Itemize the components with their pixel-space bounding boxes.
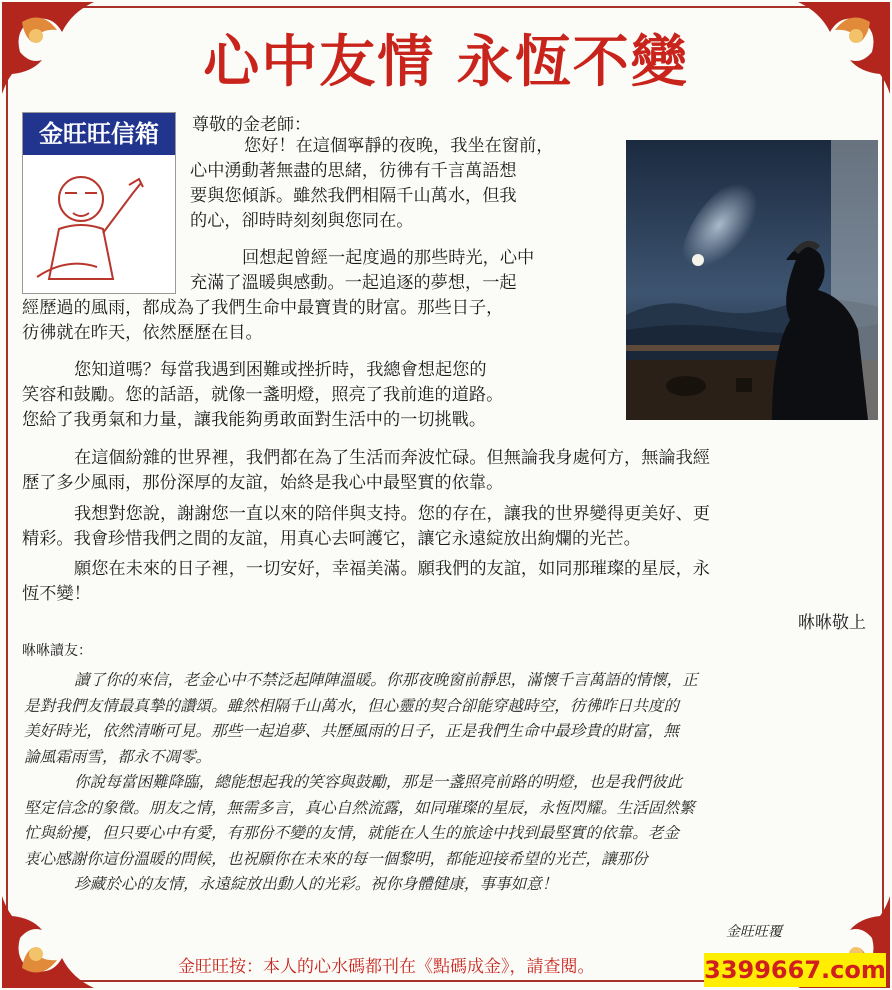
text-line: 回想起曾經一起度過的那些時光，心中 [242,248,535,268]
letter-para2-rest [22,296,622,346]
column-name: 金旺旺信箱 [23,113,175,155]
letter-signature: 咻咻敬上 [798,613,866,633]
text-line: 堅定信念的象徵。朋友之情，無需多言，真心自然流露，如同璀璨的星辰，永恆閃耀。生活固然繁 [24,798,695,817]
text-line: 在這個紛雜的世界裡，我們都在為了生活而奔波忙碌。但無論我身處何方，無論我經 [74,448,710,468]
text-line: 是對我們友情最真摯的讚頌。雖然相隔千山萬水，但心靈的契合卻能穿越時空，彷彿昨日共度的 [24,696,679,715]
text-line: 的心，卻時時刻刻與您同在。 [190,211,414,231]
letter-para6 [22,557,882,607]
night-window-photo [626,140,878,420]
text-line: 您給了我勇氣和力量，讓我能夠勇敢面對生活中的一切挑戰。 [22,410,487,430]
page-title: 心中友情 永恆不變 [203,30,689,95]
letter-para2 [190,246,620,296]
text-line: 衷心感謝你這份溫暖的問候，也祝願你在未來的每一個黎明，都能迎接希望的光芒，讓那份 [24,849,648,868]
text-line: 要與您傾訴。雖然我們相隔千山萬水，但我 [190,186,517,206]
letter-para1-top: 您好！在這個寧靜的夜晚，我坐在窗前， [244,136,554,156]
text-line: 願您在未來的日子裡，一切安好，幸福美滿。願我們的友誼，如同那璀璨的星辰，永 [74,559,710,579]
text-line: 論風霜雨雪，都永不凋零。 [24,747,212,766]
text-line: 讀了你的來信，老金心中不禁泛起陣陣溫暖。你那夜晚窗前靜思，滿懷千言萬語的情懷，正 [74,671,698,689]
site-watermark: 3399667.com [704,953,886,987]
text-line: 經歷過的風雨，都成為了我們生命中最寶貴的財富。那些日子， [22,298,504,318]
text-line: 珍藏於心的友情，永遠綻放出動人的光彩。祝你身體健康，事事如意！ [74,875,558,893]
text-line: 我想對您說，謝謝您一直以來的陪伴與支持。您的存在，讓我的世界變得更美好、更 [74,504,710,524]
reply-greeting: 咻咻讀友： [22,643,92,659]
text-line: 彷彿就在昨天，依然歷歷在目。 [22,323,263,343]
footer-note: 金旺旺按：本人的心水碼都刊在《點碼成金》，請查閱。 [178,957,595,977]
text-line: 忙與紛擾，但只要心中有愛，有那份不變的友情，就能在人生的旅途中找到最堅實的依靠。老金 [24,824,679,842]
ornament-corner-bottom-left [2,893,97,988]
text-line: 精彩。我會珍惜我們之間的友誼，用真心去呵護它，讓它永遠綻放出絢爛的光芒。 [22,529,641,549]
text-line: 歷了多少風雨，那份深厚的友誼，始終是我心中最堅實的依靠。 [22,473,504,493]
letter-para5 [22,502,882,552]
letter-para3 [22,358,622,433]
text-line: 恆不變！ [22,584,91,604]
letter-para1 [190,159,620,234]
text-line: 充滿了溫暖與感動。一起追逐的夢想，一起 [190,273,517,293]
reply-body [24,668,880,898]
text-line: 你說每當困難降臨，總能想起我的笑容與鼓勵，那是一盞照亮前路的明燈，也是我們彼此 [74,773,683,791]
text-line: 心中湧動著無盡的思緒，彷彿有千言萬語想 [190,161,517,181]
text-line: 您知道嗎？每當我遇到困難或挫折時，我總會想起您的 [74,360,487,380]
text-line: 笑容和鼓勵。您的話語，就像一盞明燈，照亮了我前進的道路。 [22,385,504,405]
column-badge [22,112,176,294]
reply-signature: 金旺旺覆 [726,924,782,940]
letter-para4 [22,446,882,496]
columnist-sketch-image [29,159,169,287]
text-line: 美好時光，依然清晰可見。那些一起追夢、共歷風雨的日子，正是我們生命中最珍貴的財富，無 [24,722,679,740]
letter-salutation: 尊敬的金老師： [192,115,311,135]
